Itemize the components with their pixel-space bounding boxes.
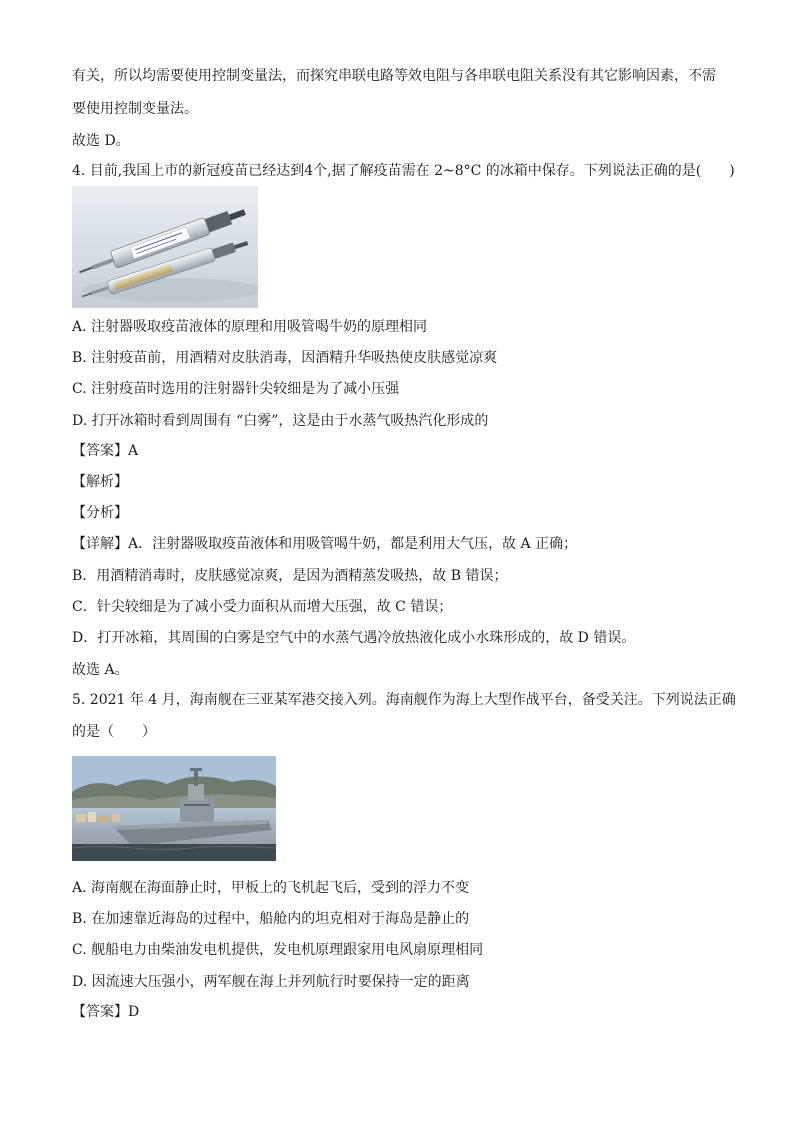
answer-4: 【答案】A bbox=[72, 443, 139, 459]
ship-illustration bbox=[72, 756, 276, 861]
question-5: 5. 2021 年 4 月，海南舰在三亚某军港交接入列。海南舰作为海上大型作战平台，备受关注。下列说法正确 bbox=[72, 692, 736, 708]
option-4b: B. 注射疫苗前，用酒精对皮肤消毒，因酒精升华吸热使皮肤感觉凉爽 bbox=[72, 350, 498, 366]
analysis-heading-4: 【解析】 bbox=[72, 474, 128, 490]
detail-4b: B．用酒精消毒时，皮肤感觉凉爽，是因为酒精蒸发吸热，故 B 错误； bbox=[72, 568, 508, 584]
option-4a: A. 注射器吸取疫苗液体的原理和用吸管喝牛奶的原理相同 bbox=[72, 319, 428, 335]
select-4: 故选 A。 bbox=[72, 662, 129, 678]
detail-4d: D．打开冰箱，其周围的白雾是空气中的水蒸气遇冷放热液化成小水珠形成的，故 D 错误。 bbox=[72, 630, 636, 646]
syringe-illustration bbox=[72, 186, 258, 308]
detail-4c: C．针尖较细是为了减小受力面积从而增大压强，故 C 错误； bbox=[72, 599, 453, 615]
text-line: 有关，所以均需要使用控制变量法，而探究串联电路等效电阻与各串联电阻关系没有其它影响因素，不需 bbox=[72, 68, 716, 84]
text-line: 故选 D。 bbox=[72, 133, 130, 149]
answer-5: 【答案】D bbox=[72, 1004, 140, 1020]
fenxi-heading-4: 【分析】 bbox=[72, 505, 128, 521]
syringe-photo bbox=[72, 186, 258, 308]
option-5c: C. 舰船电力由柴油发电机提供，发电机原理跟家用电风扇原理相同 bbox=[72, 942, 484, 958]
question-4: 4. 目前,我国上市的新冠疫苗已经达到4个,据了解疫苗需在 2~8°C 的冰箱中保存。下列说法正确的是( ) bbox=[72, 163, 735, 179]
option-4c: C. 注射疫苗时选用的注射器针尖较细是为了减小压强 bbox=[72, 381, 400, 397]
option-5d: D. 因流速大压强小，两军舰在海上并列航行时要保持一定的距离 bbox=[72, 974, 470, 990]
option-5a: A. 海南舰在海面静止时，甲板上的飞机起飞后，受到的浮力不变 bbox=[72, 880, 470, 896]
ship-photo bbox=[72, 756, 276, 861]
option-5b: B. 在加速靠近海岛的过程中，船舱内的坦克相对于海岛是静止的 bbox=[72, 911, 470, 927]
option-4d: D. 打开冰箱时看到周围有 “白雾”，这是由于水蒸气吸热汽化形成的 bbox=[72, 413, 489, 429]
detail-4a: 【详解】A．注射器吸取疫苗液体和用吸管喝牛奶，都是利用大气压，故 A 正确； bbox=[72, 536, 578, 552]
text-line: 要使用控制变量法。 bbox=[72, 101, 198, 117]
question-5-cont: 的是（ ） bbox=[72, 724, 156, 740]
